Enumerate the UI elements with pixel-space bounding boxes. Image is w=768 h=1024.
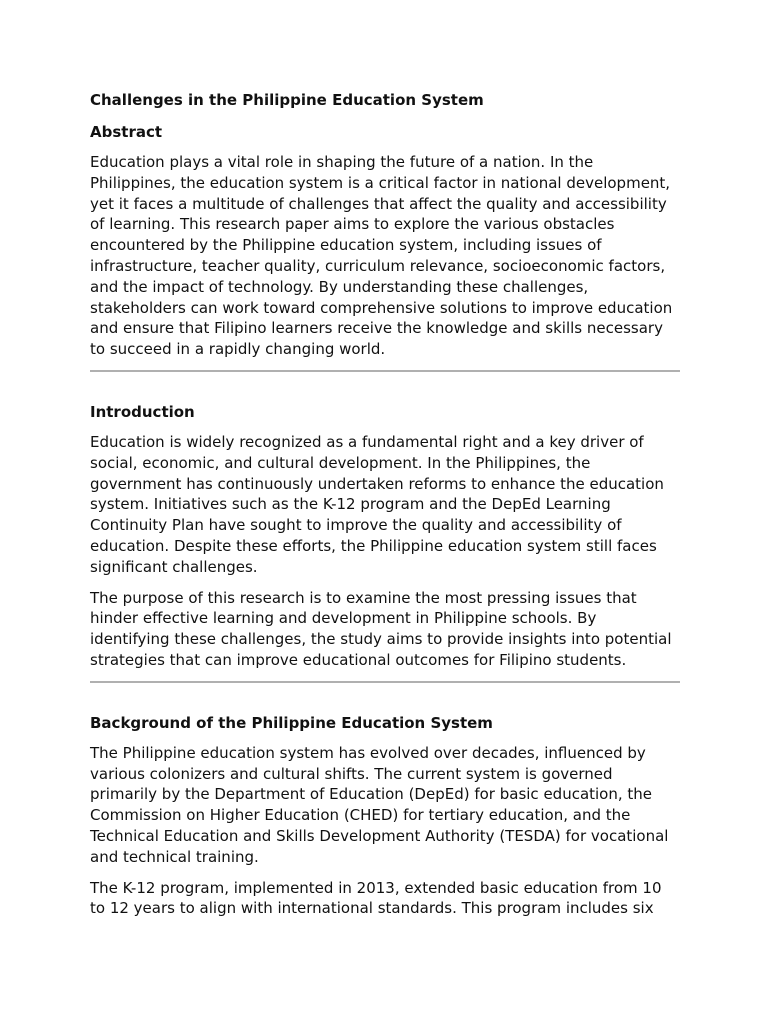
introduction-paragraph: Education is widely recognized as a fundamental right and a key driver of social, economic, and cultural development. In the Philippines, the government has continuously undertaken reforms to enhance the education system. Initiatives such as the K-12 program and the DepEd Learning Continuity Plan have sought to improve the quality and accessibility of education. Despite these efforts, the Philippine education system still faces significant challenges.: [90, 432, 664, 576]
document-page: [90, 90, 680, 929]
abstract-heading: Abstract: [90, 123, 163, 141]
abstract-section: [90, 122, 680, 360]
background-paragraph: The K-12 program, implemented in 2013, extended basic education from 10 to 12 years to align with international standards. This program includes six: [90, 878, 662, 918]
introduction-section: [90, 402, 680, 671]
abstract-paragraph: Education plays a vital role in shaping the future of a nation. In the Philippines, the education system is a critical factor in national development, yet it faces a multitude of challenges that affect the quality and accessibility of learning. This research paper aims to explore the various obstacles encountered by the Philippine education system, including issues of infrastructure, teacher quality, curriculum relevance, socioeconomic factors, and the impact of technology. By understanding these challenges, stakeholders can work toward comprehensive solutions to improve education and ensure that Filipino learners receive the knowledge and skills necessary to succeed in a rapidly changing world.: [90, 153, 673, 359]
spacer: [90, 372, 680, 402]
spacer: [90, 683, 680, 713]
document-title: Challenges in the Philippine Education System: [90, 91, 484, 109]
introduction-paragraph: The purpose of this research is to examine the most pressing issues that hinder effective learning and development in Philippine schools. By identifying these challenges, the study aims to provide insights into potential strategies that can improve educational outcomes for Filipino students.: [90, 588, 672, 669]
introduction-heading: Introduction: [90, 402, 195, 421]
background-section: [90, 713, 680, 919]
background-paragraph: The Philippine education system has evolved over decades, influenced by various colonizers and cultural shifts. The current system is governed primarily by the Department of Education (DepEd) for basic education, the Commission on Higher Education (CHED) for tertiary education, and the Technical Education and Skills Development Authority (TESDA) for vocational and technical training.: [90, 743, 669, 866]
background-heading: Background of the Philippine Education System: [90, 713, 493, 732]
